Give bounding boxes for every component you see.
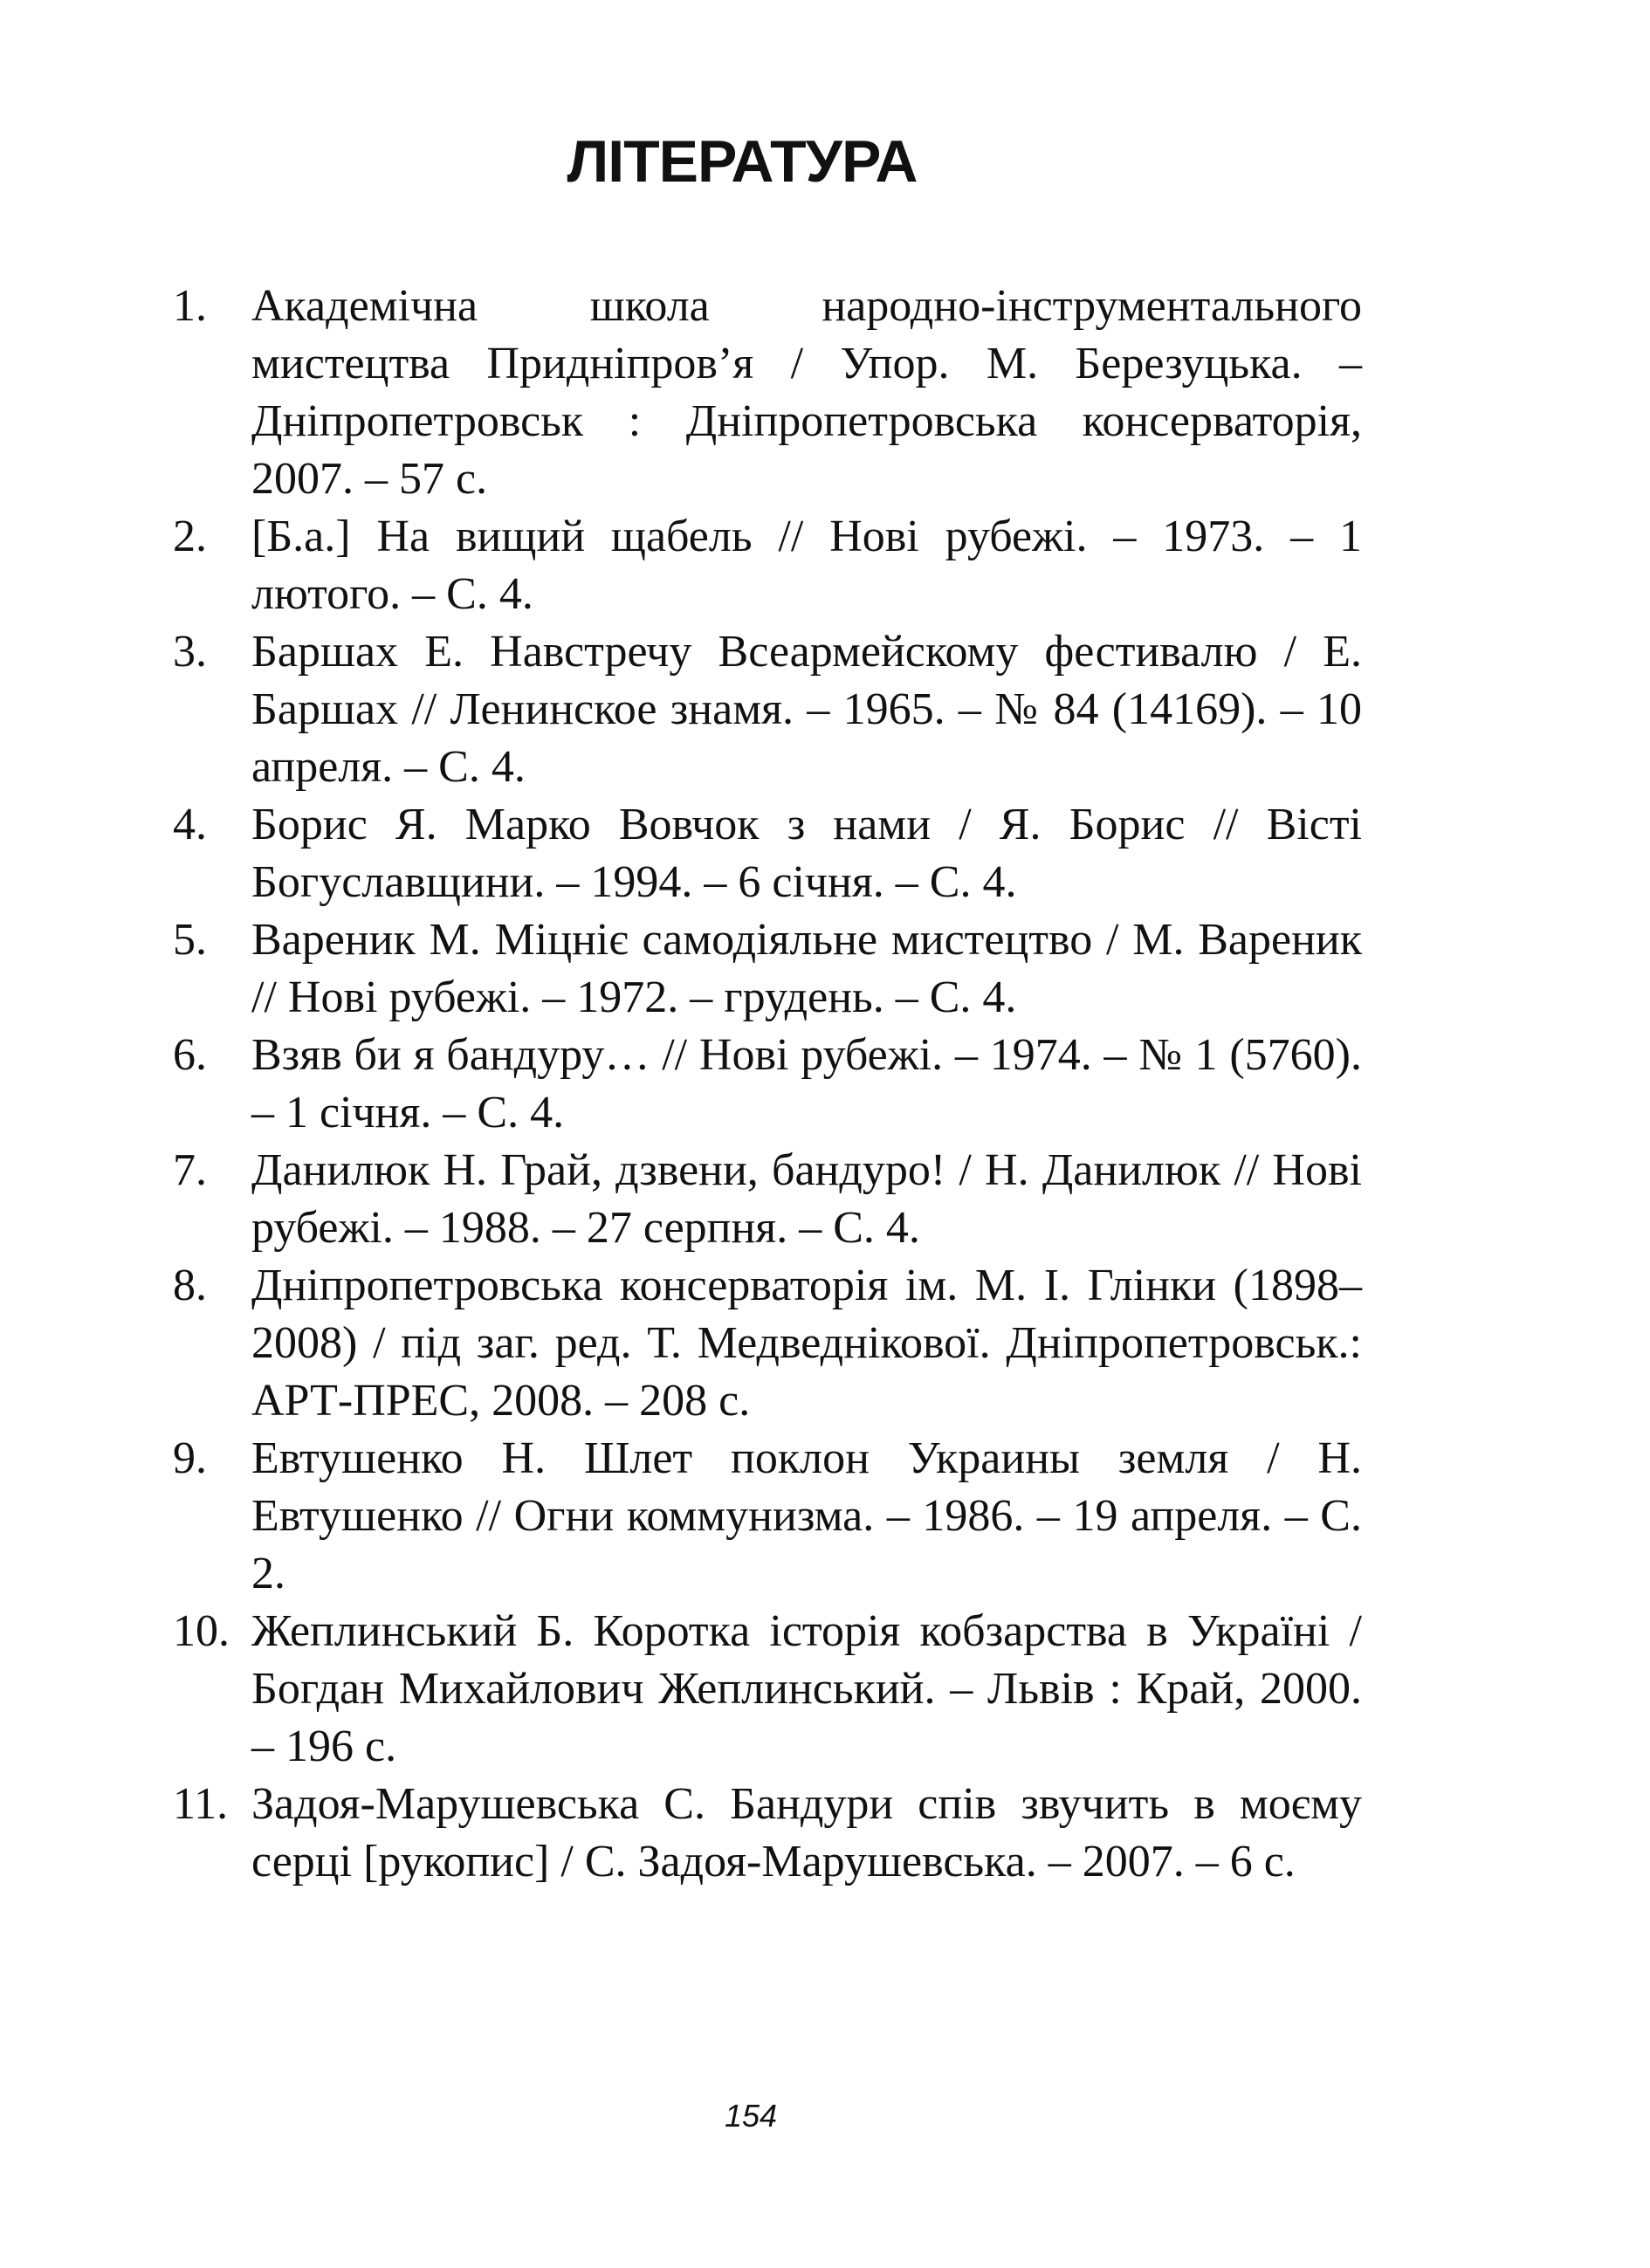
reference-text: Задоя-Марушевська С. Бандури спів звучить в моєму серці [рукопис] / С. Задоя-Марушевська. – 2007. – 6 с. [251,1779,1362,1887]
reference-item [173,508,1362,623]
reference-number: 5. [173,915,207,965]
reference-item [173,1430,1362,1603]
reference-item [173,278,1362,508]
reference-number: 6. [173,1030,207,1080]
reference-number: 11. [173,1779,229,1829]
reference-number: 1. [173,281,207,331]
reference-number: 9. [173,1433,207,1483]
reference-number: 10. [173,1606,230,1656]
reference-text: Дніпропетровська консерваторія ім. М. І. Глінки (1898–2008) / під заг. ред. Т. Медведнікової. Дніпропетровськ.: АРТ-ПРЕС, 2008. – 208 с. [251,1261,1362,1426]
reference-item [173,623,1362,796]
reference-number: 4. [173,800,207,849]
reference-item [173,911,1362,1027]
reference-list [173,278,1362,1891]
page-title: ЛІТЕРАТУРА [567,128,918,195]
reference-number: 2. [173,512,207,561]
reference-item [173,796,1362,911]
reference-item [173,1142,1362,1257]
reference-text: Взяв би я бандуру… // Нові рубежі. – 1974. – № 1 (5760). – 1 січня. – С. 4. [251,1030,1362,1137]
reference-item [173,1257,1362,1430]
reference-text: Борис Я. Марко Вовчок з нами / Я. Борис // Вісті Богуславщини. – 1994. – 6 січня. – С. 4. [251,800,1362,907]
reference-item [173,1603,1362,1776]
reference-text: Вареник М. Міцніє самодіяльне мистецтво / М. Вареник // Нові рубежі. – 1972. – грудень. – С. 4. [251,915,1362,1022]
reference-text: [Б.а.] На вищий щабель // Нові рубежі. – 1973. – 1 лютого. – С. 4. [251,512,1362,619]
reference-text: Жеплинський Б. Коротка історія кобзарства в Україні / Богдан Михайлович Жеплинський. – Львів : Край, 2000. – 196 с. [251,1606,1362,1771]
reference-text: Баршах Е. Навстречу Всеармейскому фестивалю / Е. Баршах // Ленинское знамя. – 1965. – № 84 (14169). – 10 апреля. – С. 4. [251,627,1362,792]
reference-text: Евтушенко Н. Шлет поклон Украины земля / Н. Евтушенко // Огни коммунизма. – 1986. – 19 апреля. – С. 2. [251,1433,1362,1598]
reference-text: Академічна школа народно-інструментального мистецтва Придніпров’я / Упор. М. Березуцька. – Дніпропетровськ : Дніпропетровська консерваторія, 2007. – 57 с. [251,281,1362,504]
reference-text: Данилюк Н. Грай, дзвени, бандуро! / Н. Данилюк // Нові рубежі. – 1988. – 27 серпня. – С. 4. [251,1145,1362,1253]
reference-item [173,1776,1362,1891]
reference-number: 8. [173,1261,207,1310]
page-number: 154 [724,2098,778,2134]
reference-number: 7. [173,1145,207,1195]
reference-number: 3. [173,627,207,677]
reference-item [173,1027,1362,1142]
